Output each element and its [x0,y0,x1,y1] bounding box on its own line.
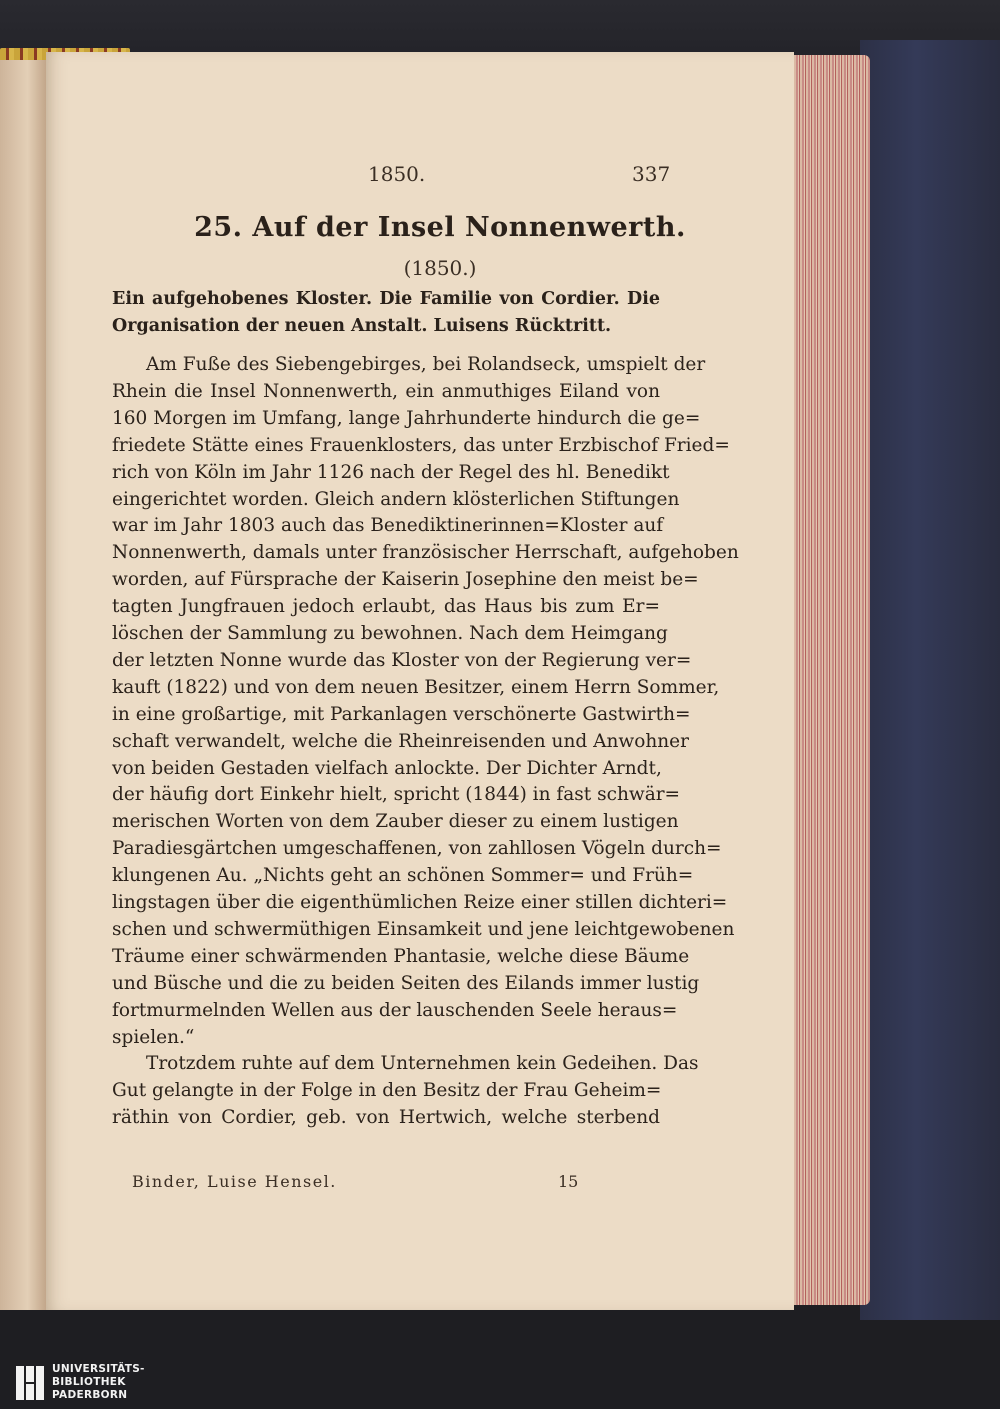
page-stack-edges [790,55,870,1305]
logo-line: PADERBORN [52,1389,128,1401]
text-line: der letzten Nonne wurde das Kloster von der Regierung ver= [112,649,692,671]
library-logo [0,1356,160,1409]
text-line: kauft (1822) und von dem neuen Besitzer, einem Herrn Sommer, [112,676,720,698]
text-line: 160 Morgen im Umfang, lange Jahrhunderte hindurch die ge= [112,407,701,429]
text-line: Am Fuße des Siebengebirges, bei Rolandseck, umspielt der [146,354,706,375]
chapter-summary-line: Ein aufgehobenes Kloster. Die Familie von Cordier. Die [112,289,660,309]
logo-line: UNIVERSITÄTS- [52,1363,145,1375]
text-line: Gut gelangte in der Folge in den Besitz der Frau Geheim= [112,1080,662,1102]
text-line: schaft verwandelt, welche die Rheinreisenden und Anwohner [112,730,689,752]
header-year: 1850. [368,162,426,186]
text-line: schen und schwermüthigen Einsamkeit und jene leichtgewobenen [112,918,735,940]
text-line: worden, auf Fürsprache der Kaiserin Josephine den meist be= [112,569,699,591]
chapter-title: 25. Auf der Insel Nonnenwerth. [194,212,686,243]
text-line: in eine großartige, mit Parkanlagen verschönerte Gastwirth= [112,703,691,725]
chapter-year: (1850.) [403,256,477,280]
text-line: fortmurmelnden Wellen aus der lauschenden Seele heraus= [112,999,678,1021]
page-number: 337 [632,162,671,186]
text-line: lingstagen über die eigenthümlichen Reize einer stillen dichteri= [112,892,728,913]
book-cover-right [860,40,1000,1320]
text-line: Paradiesgärtchen umgeschaffenen, von zahllosen Vögeln durch= [112,838,722,860]
left-page-edge [0,60,48,1310]
text-line: und Büsche und die zu beiden Seiten des Eilands immer lustig [112,972,700,994]
text-line: rich von Köln im Jahr 1126 nach der Regel des hl. Benedikt [112,461,670,483]
text-line: spielen.“ [112,1026,195,1048]
text-line: klungenen Au. „Nichts geht an schönen Sommer= und Früh= [112,865,694,887]
text-line: eingerichtet worden. Gleich andern klösterlichen Stiftungen [112,488,680,510]
library-logo-icon [14,1364,46,1402]
text-line: Trotzdem ruhte auf dem Unternehmen kein Gedeihen. Das [146,1053,699,1075]
text-line: Träume einer schwärmenden Phantasie, welche diese Bäume [112,945,690,967]
printer-signature: Binder, Luise Hensel. [132,1172,337,1191]
library-logo-text [52,1363,145,1402]
sheet-number: 15 [558,1172,579,1191]
text-line: war im Jahr 1803 auch das Benediktinerinnen=Kloster auf [112,515,664,537]
text-line: der häufig dort Einkehr hielt, spricht (1844) in fast schwär= [112,784,681,806]
running-header [0,162,1000,192]
text-line: Rhein die Insel Nonnenwerth, ein anmuthiges Eiland von [112,380,660,402]
text-line: Nonnenwerth, damals unter französischer Herrschaft, aufgehoben [112,542,739,564]
logo-line: BIBLIOTHEK [52,1376,126,1388]
text-line: räthin von Cordier, geb. von Hertwich, welche sterbend [112,1107,660,1129]
text-line: tagten Jungfrauen jedoch erlaubt, das Haus bis zum Er= [112,596,660,618]
page-footer [0,1172,1000,1196]
text-line: merischen Worten von dem Zauber dieser zu einem lustigen [112,811,679,833]
chapter-summary-line: Organisation der neuen Anstalt. Luisens Rücktritt. [112,316,612,336]
text-line: friedete Stätte eines Frauenklosters, das unter Erzbischof Fried= [112,434,730,456]
text-line: löschen der Sammlung zu bewohnen. Nach dem Heimgang [112,623,668,644]
text-line: von beiden Gestaden vielfach anlockte. Der Dichter Arndt, [112,757,662,779]
